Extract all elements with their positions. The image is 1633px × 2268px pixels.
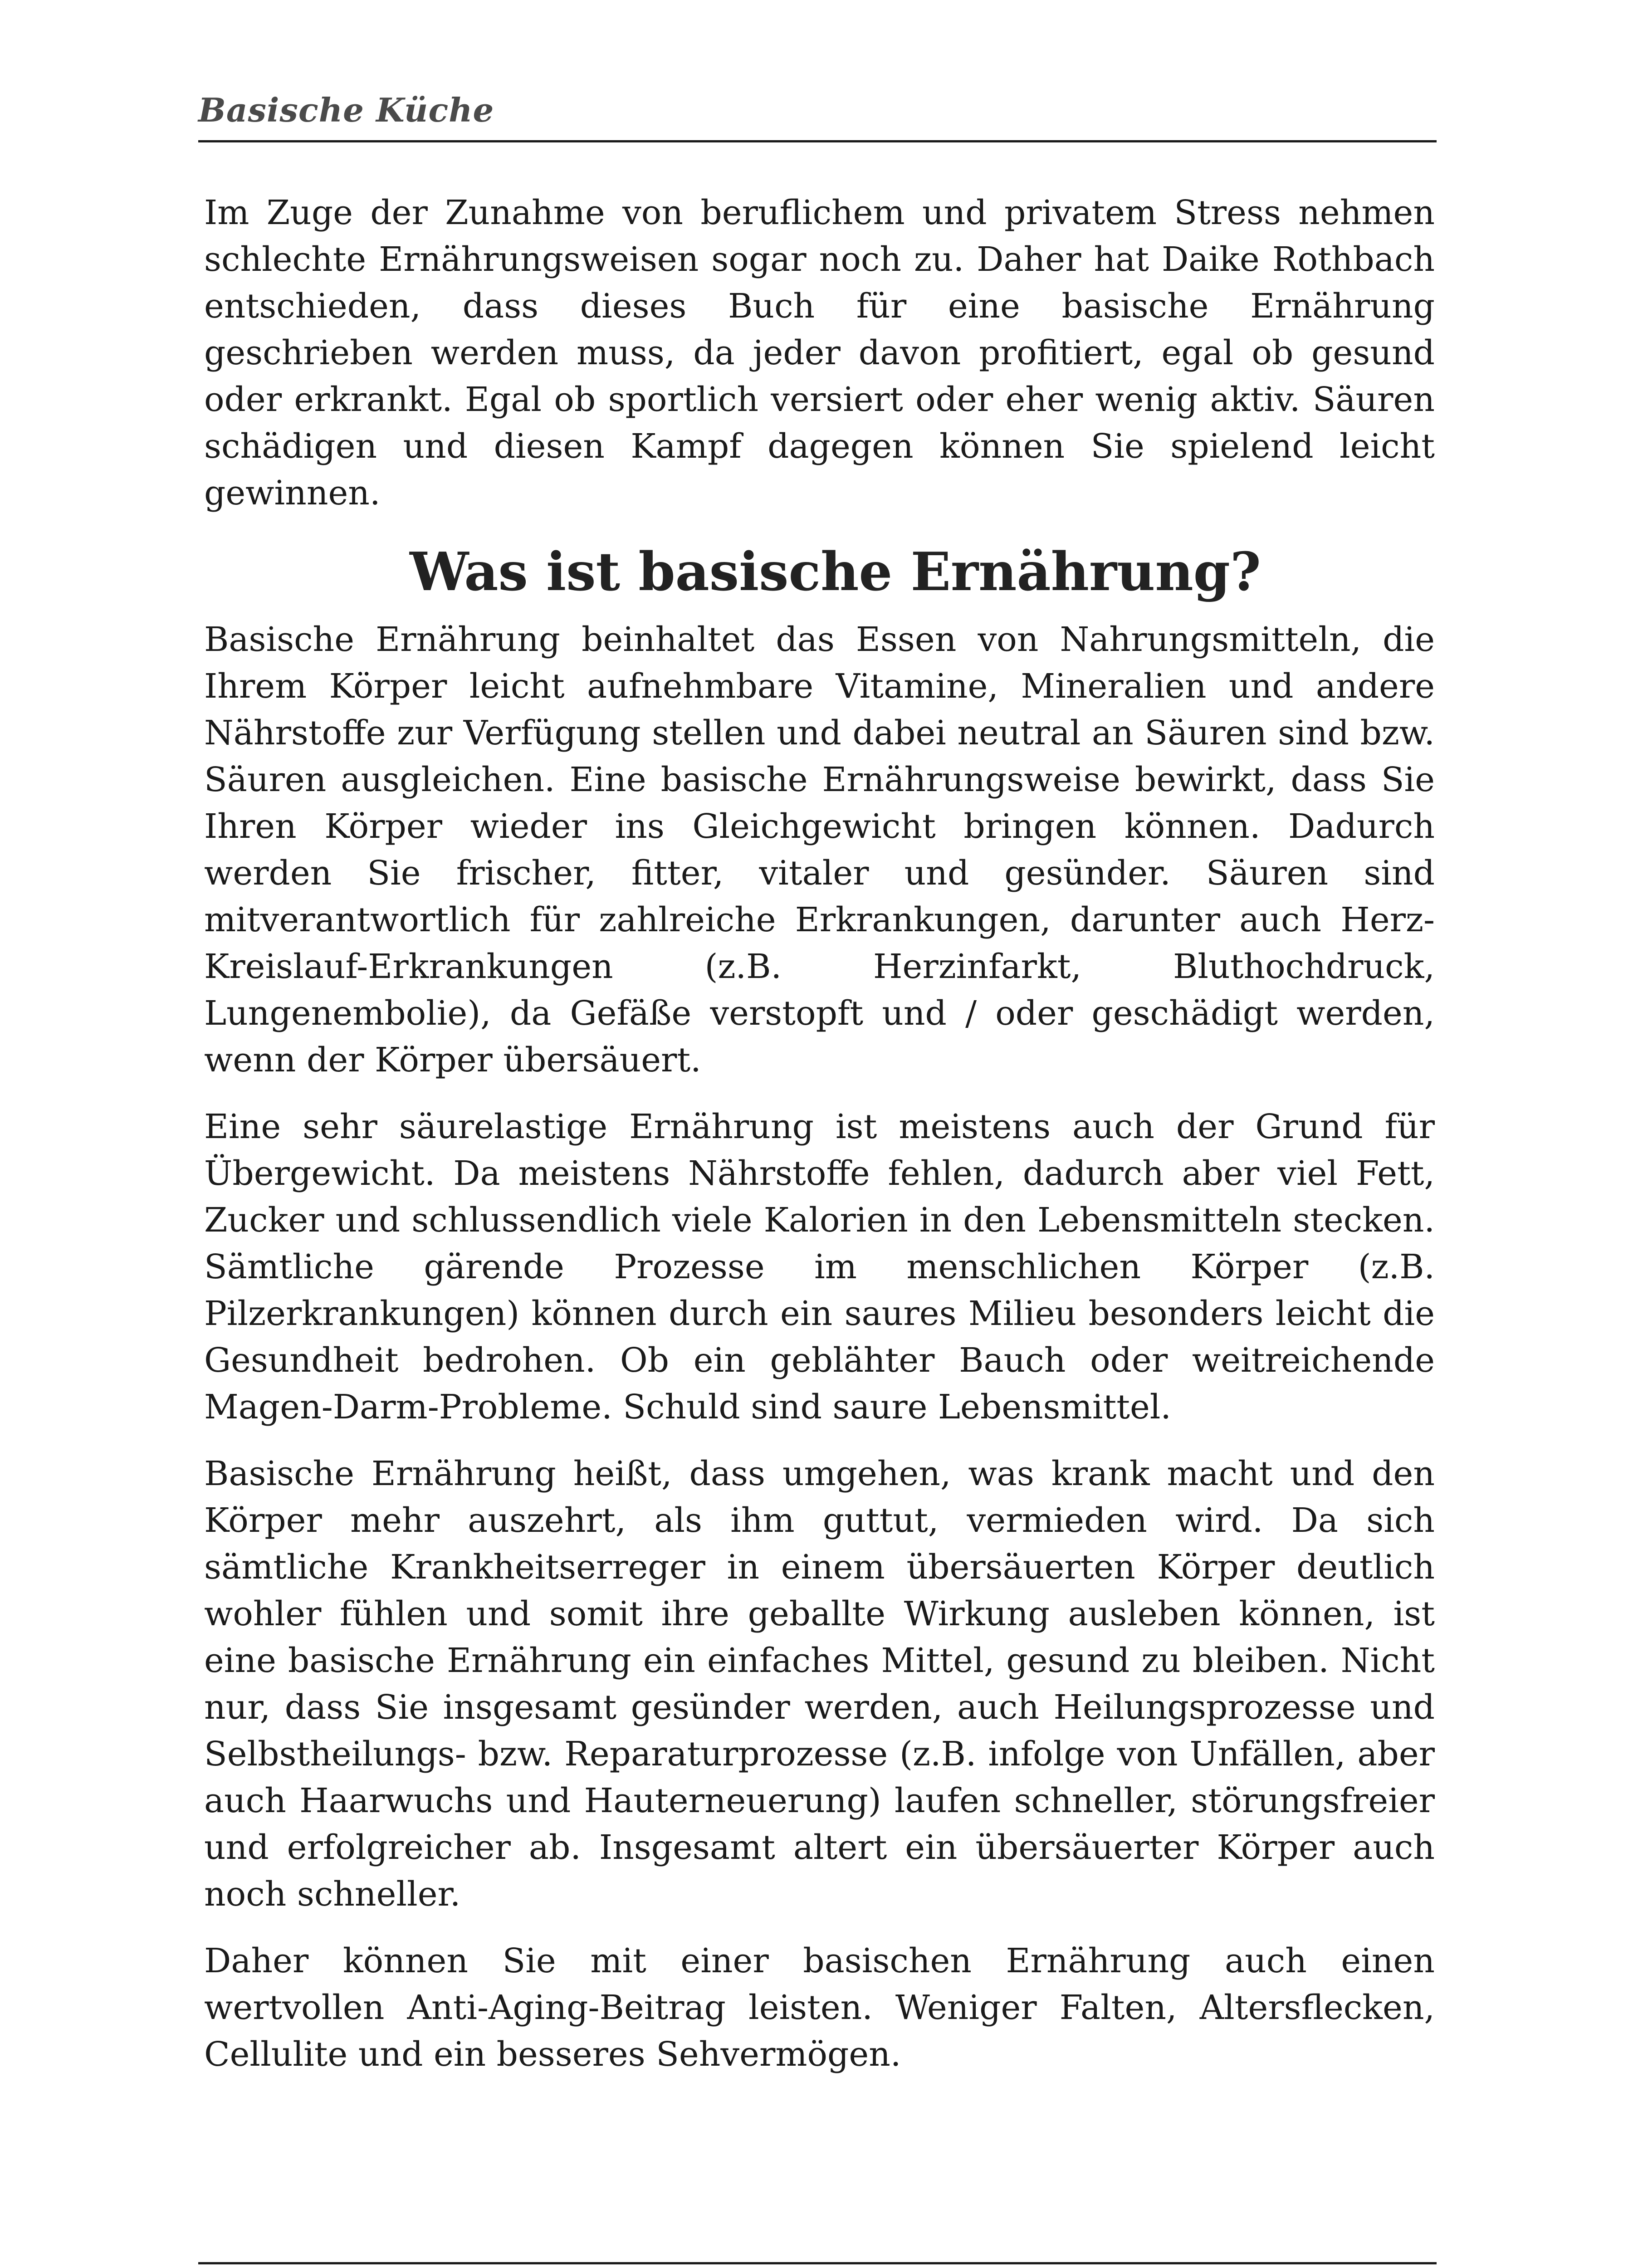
section-heading: Was ist basische Ernährung?: [410, 541, 1261, 603]
body-paragraph: Basische Ernährung beinhaltet das Essen von Nahrungsmitteln, die Ihrem Körper leicht aufnehmbare Vitamine, Mineralien und andere Nährstoffe zur Verfügung stellen und dabei neutral an Säuren sind bzw. Säuren ausgleichen. Eine basische Ernährungsweise bewirkt, dass Sie Ihren Körper wieder ins Gleichgewicht bringen können. Dadurch werden Sie frischer, fitter, vitaler und gesünder. Säuren sind mitverantwortlich für zahlreiche Erkrankungen, darunter auch Herz-Kreislauf-Erkrankungen (z.B. Herzinfarkt, Bluthochdruck, Lungenembolie), da Gefäße verstopft und / oder geschädigt werden, wenn der Körper übersäuert.: [204, 620, 1435, 1080]
intro-paragraph: Im Zuge der Zunahme von beruflichem und privatem Stress nehmen schlechte Ernährungsweisen sogar noch zu. Daher hat Daike Rothbach entschieden, dass dieses Buch für eine basische Ernährung geschrieben werden muss, da jeder davon profitiert, egal ob gesund oder erkrankt. Egal ob sportlich versiert oder eher wenig aktiv. Säuren schädigen und diesen Kampf dagegen können Sie spielend leicht gewinnen.: [204, 193, 1435, 513]
body-paragraph: Basische Ernährung heißt, dass umgehen, was krank macht und den Körper mehr auszehrt, als ihm guttut, vermieden wird. Da sich sämtliche Krankheitserreger in einem übersäuerten Körper deutlich wohler fühlen und somit ihre geballte Wirkung ausleben können, ist eine basische Ernährung ein einfaches Mittel, gesund zu bleiben. Nicht nur, dass Sie insgesamt gesünder werden, auch Heilungsprozesse und Selbstheilungs- bzw. Reparaturprozesse (z.B. infolge von Unfällen, aber auch Haarwuchs und Hauterneuerung) laufen schneller, störungsfreier und erfolgreicher ab. Insgesamt altert ein übersäuerter Körper auch noch schneller.: [204, 1454, 1435, 1914]
page-body: [204, 190, 1435, 2078]
body-paragraph: Daher können Sie mit einer basischen Ernährung auch einen wertvollen Anti-Aging-Beitrag leisten. Weniger Falten, Altersflecken, Cellulite und ein besseres Sehvermögen.: [204, 1941, 1435, 2074]
footer-divider: [198, 2262, 1437, 2264]
running-header-title: Basische Küche: [198, 91, 494, 129]
header-divider: [198, 140, 1437, 142]
body-paragraph: Eine sehr säurelastige Ernährung ist meistens auch der Grund für Übergewicht. Da meistens Nährstoffe fehlen, dadurch aber viel Fett, Zucker und schlussendlich viele Kalorien in den Lebensmitteln stecken. Sämtliche gärende Prozesse im menschlichen Körper (z.B. Pilzerkrankungen) können durch ein saures Milieu besonders leicht die Gesundheit bedrohen. Ob ein geblähter Bauch oder weitreichende Magen-Darm-Probleme. Schuld sind saure Lebensmittel.: [204, 1107, 1435, 1427]
